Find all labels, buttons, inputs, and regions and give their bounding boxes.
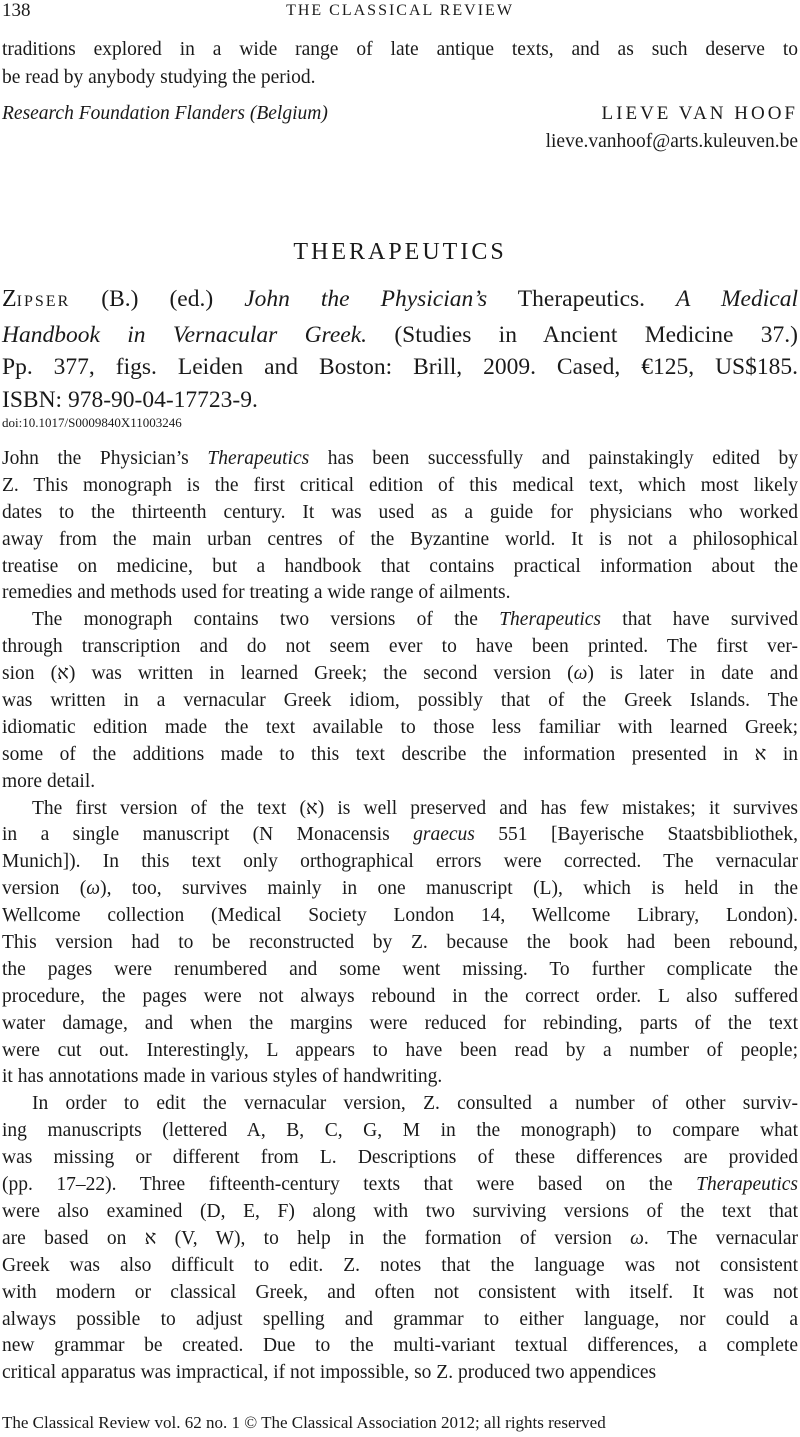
citation-text: Therapeutics. xyxy=(487,286,677,312)
text-line xyxy=(2,742,798,769)
text-run: was written in a vernacular Greek idiom, possibly that of the Greek Islands. The xyxy=(2,690,798,712)
text-run: idiomatic edition made the text available to those less familiar with learned Greek; xyxy=(2,716,798,738)
review-title: THERAPEUTICS xyxy=(293,239,507,265)
text-run: always possible to adjust spelling and grammar to either language, nor could a xyxy=(2,1308,798,1330)
text-run: away from the main urban centres of the Byzantine world. It is not a philosophical xyxy=(2,528,798,550)
author-name-smallcaps: IPSER xyxy=(16,293,71,310)
text-line xyxy=(2,661,798,688)
reviewer-email: lieve.vanhoof@arts.kuleuven.be xyxy=(545,131,798,152)
body-paragraph xyxy=(2,1091,798,1387)
body-paragraph xyxy=(2,796,798,1092)
text-run: version ( xyxy=(2,878,87,900)
text-line xyxy=(2,1199,798,1226)
text-run: critical apparatus was impractical, if not impossible, so Z. produced two appendices xyxy=(2,1362,657,1384)
text-line xyxy=(2,1280,798,1307)
text-line xyxy=(2,822,798,849)
text-line xyxy=(2,876,798,903)
italic-term: ω xyxy=(573,663,588,685)
italic-term: graecus xyxy=(413,824,475,846)
text-run: ), too, survives mainly in one manuscript (L), which is held in the xyxy=(100,878,799,900)
citation-subtitle-italic: Handbook in Vernacular Greek. xyxy=(2,321,367,348)
text-run: procedure, the pages were not always rebound in the correct order. L also suffered xyxy=(2,985,798,1007)
italic-term: ω xyxy=(630,1227,644,1249)
text-line xyxy=(2,1333,798,1360)
citation-series: (Studies in Ancient Medicine 37.) xyxy=(367,321,798,348)
text-line xyxy=(2,473,798,500)
text-run: were cut out. Interestingly, L appears to have been read by a number of people; xyxy=(2,1039,798,1061)
text-run: (pp. 17–22). Three fifteenth-century texts that were based on the xyxy=(2,1174,697,1196)
text-run: Munich]). In this text only orthographical errors were corrected. The vernacular xyxy=(2,851,798,873)
reviewer-name: LIEVE VAN HOOF xyxy=(601,103,798,124)
text-line xyxy=(2,446,798,473)
body-paragraph xyxy=(2,607,798,795)
citation-subtitle-italic: A Medical xyxy=(676,286,798,312)
reviewer-affiliation: Research Foundation Flanders (Belgium) xyxy=(2,103,328,124)
text-line xyxy=(2,930,798,957)
text-run: remedies and methods used for treating a wide range of ailments. xyxy=(2,582,511,604)
text-line xyxy=(2,634,798,661)
text-run: ) is later in date and xyxy=(587,663,798,685)
text-run: new grammar be created. Due to the multi-variant textual differences, a complete xyxy=(2,1335,798,1357)
italic-term: Therapeutics xyxy=(207,448,310,469)
text-line xyxy=(2,903,798,930)
text-line xyxy=(2,796,798,823)
text-run: Greek was also difficult to edit. Z. notes that the language was not consistent xyxy=(2,1254,798,1276)
previous-review-ending xyxy=(2,36,798,92)
body-paragraph xyxy=(2,446,798,607)
text-line xyxy=(2,769,798,796)
text-run: Z. This monograph is the first critical edition of this medical text, which most likely xyxy=(2,474,798,496)
text-line xyxy=(2,715,798,742)
text-run: it has annotations made in various styles of handwriting. xyxy=(2,1066,443,1088)
text-run: was missing or different from L. Descriptions of these differences are provided xyxy=(2,1147,798,1169)
text-run: some of the additions made to this text describe the information presented in א in xyxy=(2,743,798,765)
text-line xyxy=(2,1226,798,1253)
author-initial: Z xyxy=(2,286,17,312)
text-line xyxy=(2,500,798,527)
text-run: in a single manuscript (N Monacensis xyxy=(2,824,414,846)
review-body xyxy=(2,446,798,1387)
italic-term: Therapeutics xyxy=(499,609,602,631)
text-line xyxy=(2,957,798,984)
italic-term: ω xyxy=(86,878,101,900)
text-run: John the Physician’s xyxy=(2,448,208,469)
text-run: the pages were renumbered and some went missing. To further complicate the xyxy=(2,958,798,980)
book-citation xyxy=(2,283,798,416)
text-run: with modern or classical Greek, and often not consistent with itself. It was not xyxy=(2,1281,798,1303)
citation-publication-details: Pp. 377, figs. Leiden and Boston: Brill, 2009. Cased, €125, US$185. xyxy=(2,354,798,380)
copyright-footer: The Classical Review vol. 62 no. 1 © The Classical Association 2012; all rights reserved xyxy=(2,1413,606,1432)
text-line xyxy=(2,1011,798,1038)
journal-title: THE CLASSICAL REVIEW xyxy=(286,2,514,19)
text-line xyxy=(2,1172,798,1199)
text-run: 551 [Bayerische Staatsbibliothek, xyxy=(474,824,798,846)
text-run: This version had to be reconstructed by Z. because the book had been rebound, xyxy=(2,932,798,954)
text-line xyxy=(2,1091,798,1118)
text-run: The monograph contains two versions of the xyxy=(32,609,500,631)
text-run: . The vernacular xyxy=(643,1227,799,1249)
text-run: were also examined (D, E, F) along with two surviving versions of the text that xyxy=(2,1200,798,1222)
page-number: 138 xyxy=(2,0,31,21)
text-line: traditions explored in a wide range of late antique texts, and as such deserve to xyxy=(2,39,798,60)
citation-line xyxy=(2,319,798,352)
text-line xyxy=(2,849,798,876)
text-run: sion (א) was written in learned Greek; the second version ( xyxy=(2,663,574,685)
text-line xyxy=(2,1118,798,1145)
running-head xyxy=(0,0,800,24)
text-run: that have survived xyxy=(601,609,798,631)
text-line xyxy=(2,607,798,634)
text-run: water damage, and when the margins were reduced for rebinding, parts of the text xyxy=(2,1012,798,1034)
text-line xyxy=(2,1038,798,1065)
text-line xyxy=(2,1253,798,1280)
text-run: The first version of the text (א) is well preserved and has few mistakes; it survives xyxy=(32,797,798,819)
text-run: are based on א (V, W), to help in the formation of version xyxy=(2,1227,631,1249)
text-line xyxy=(2,688,798,715)
text-run: has been successfully and painstakingly edited by xyxy=(309,448,799,469)
text-run: Wellcome collection (Medical Society London 14, Wellcome Library, London). xyxy=(2,905,798,927)
text-run: ing manuscripts (lettered A, B, C, G, M in the monograph) to compare what xyxy=(2,1120,798,1142)
text-run: treatise on medicine, but a handbook that contains practical information about the xyxy=(2,555,798,577)
text-run: through transcription and do not seem ever to have been printed. The first ver- xyxy=(2,636,798,658)
text-line xyxy=(2,554,798,581)
text-run: In order to edit the vernacular version, Z. consulted a number of other surviv- xyxy=(32,1093,798,1115)
text-line: be read by anybody studying the period. xyxy=(2,67,316,88)
citation-line xyxy=(2,283,798,319)
text-run: more detail. xyxy=(2,770,96,792)
text-line xyxy=(2,580,798,607)
text-line xyxy=(2,1145,798,1172)
citation-text: (B.) (ed.) xyxy=(70,286,245,312)
text-line xyxy=(2,984,798,1011)
citation-title-italic: John the Physician’s xyxy=(244,286,488,312)
text-line xyxy=(2,1064,798,1091)
text-line xyxy=(2,527,798,554)
citation-isbn: ISBN: 978-90-04-17723-9. xyxy=(2,386,258,413)
doi-link[interactable]: doi:10.1017/S0009840X11003246 xyxy=(2,415,182,430)
text-line xyxy=(2,1360,798,1387)
text-line xyxy=(2,1307,798,1334)
italic-term: Therapeutics xyxy=(696,1174,798,1196)
text-run: dates to the thirteenth century. It was used as a guide for physicians who worked xyxy=(2,501,798,523)
